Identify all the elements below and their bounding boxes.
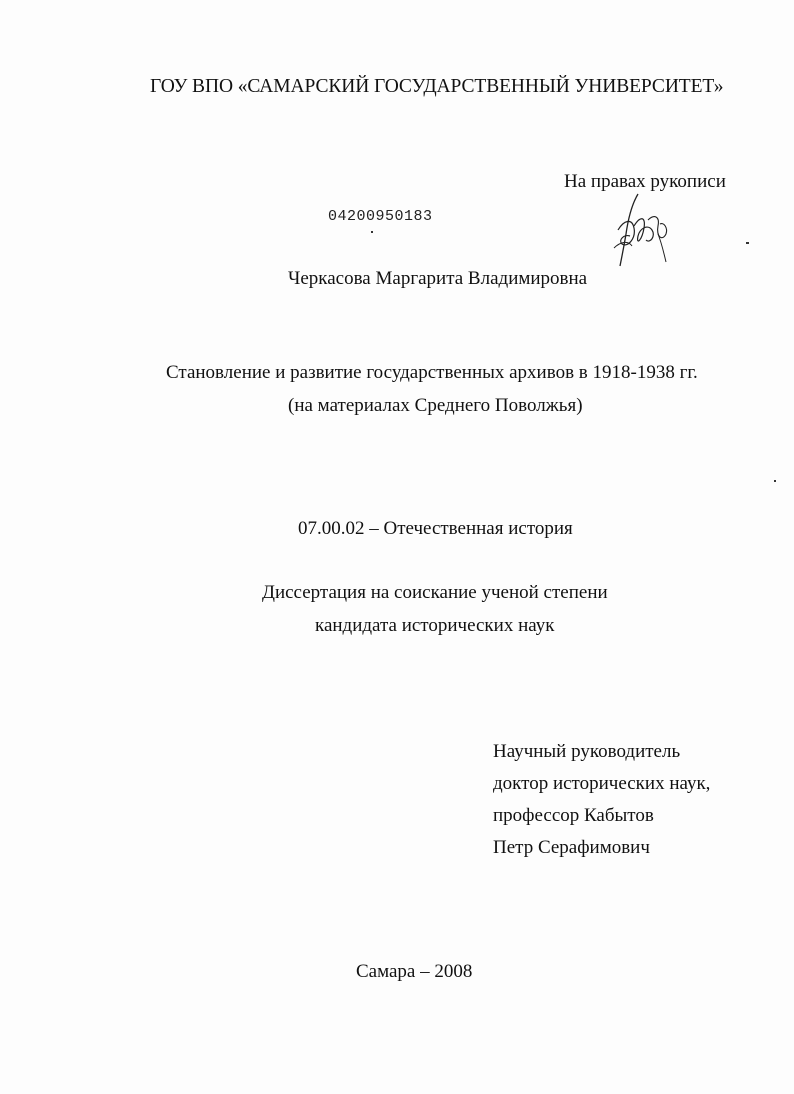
scan-speck [774,480,776,482]
dissertation-title-line-1: Становление и развитие государственных архивов в 1918-1938 гг. [166,362,698,383]
supervisor-label: Научный руководитель [493,741,681,762]
supervisor-degree: доктор исторических наук, [493,773,711,794]
scan-speck [746,242,749,244]
scan-speck [371,231,373,233]
degree-line-1: Диссертация на соискание ученой степени [262,582,608,603]
manuscript-rights-note: На правах рукописи [564,171,726,192]
dissertation-title-line-2: (на материалах Среднего Поволжья) [288,395,583,416]
city-year: Самара – 2008 [356,961,473,982]
university-name: ГОУ ВПО «САМАРСКИЙ ГОСУДАРСТВЕННЫЙ УНИВЕРСИТЕТ» [150,76,724,97]
archive-code: 04200950183 [328,208,433,225]
specialty-code: 07.00.02 – Отечественная история [298,518,573,539]
handwritten-signature [608,190,678,270]
degree-line-2: кандидата исторических наук [315,615,555,636]
supervisor-title-name: профессор Кабытов [493,805,654,826]
author-name: Черкасова Маргарита Владимировна [288,268,588,289]
supervisor-given-names: Петр Серафимович [493,837,650,858]
